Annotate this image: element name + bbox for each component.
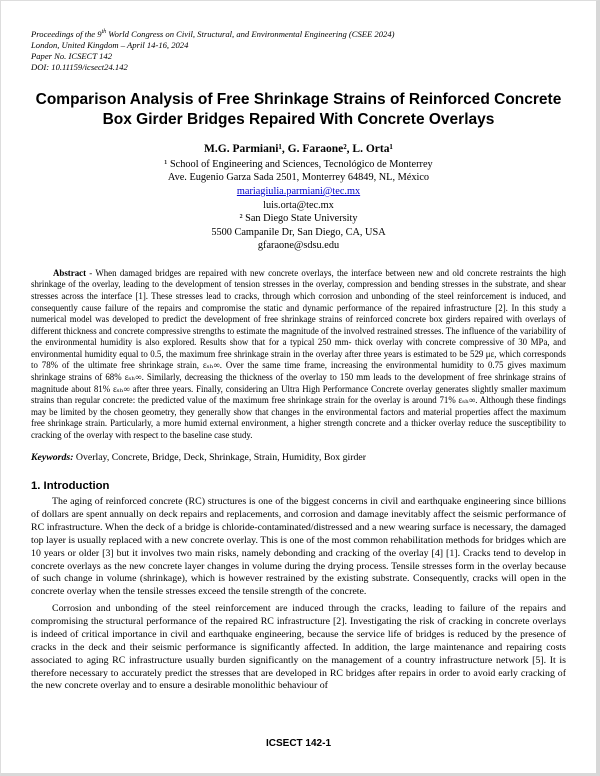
paper-title: Comparison Analysis of Free Shrinkage Strains of Reinforced Concrete Box Girder Bridges Repaired With Concrete Overlays <box>35 90 562 129</box>
authors-line: M.G. Parmiani¹, G. Faraone², L. Orta¹ <box>204 142 393 155</box>
email-faraone: gfaraone@sdsu.edu <box>257 240 340 252</box>
affiliation-1-address: Ave. Eugenio Garza Sada 2501, Monterrey 64849, NL, México <box>167 172 430 184</box>
proceedings-title-post: World Congress on Civil, Structural, and Environmental Engineering (CSEE 2024) <box>106 28 395 39</box>
proceedings-line <box>31 27 566 40</box>
proceedings-title-pre: Proceedings of the 9 <box>31 28 102 39</box>
doi-line: DOI: 10.11159/icsect24.142 <box>31 61 128 72</box>
affiliation-2-address: 5500 Campanile Dr, San Diego, CA, USA <box>211 226 386 238</box>
keywords-list: Overlay, Concrete, Bridge, Deck, Shrinkage, Strain, Humidity, Box girder <box>73 452 367 464</box>
page-content <box>1 1 596 693</box>
keywords-label: Keywords: <box>31 452 74 464</box>
section-heading-introduction: 1. Introduction <box>31 480 110 493</box>
page-footer: ICSECT 142-1 <box>265 738 332 749</box>
affiliation-1: ¹ School of Engineering and Sciences, Tecnológico de Monterrey <box>164 158 433 170</box>
proceedings-header <box>31 27 566 73</box>
conference-location-date: London, United Kingdom – April 14-16, 2024 <box>31 39 189 50</box>
abstract-paragraph <box>31 268 566 442</box>
ordinal-superscript: th <box>101 29 107 35</box>
email-link-parmiani[interactable]: mariagiulia.parmiani@tec.mx <box>236 185 361 197</box>
paper-number: Paper No. ICSECT 142 <box>31 50 113 61</box>
abstract-label: Abstract <box>53 267 87 278</box>
intro-paragraph-2: Corrosion and unbonding of the steel reinforcement are induced through the cracks, leading to failure of the repairs and compromising the structural performance of the repaired RC infrastructure [2]. Investigating the risk of cracking in concrete overlays is indeed of critical importance in civil and earthquake engineering, because the service life of bridges is reduced by the presence of cracks in the deck and their seismic performance is significantly affected. In addition, the large maintenance and repairing costs associated to aging RC infrastructure usually burden significantly on the management of a country infrastructure network [5]. It is therefore necessary to accurately predict the stresses that are developed in RC bridges after repairs in order to avoid early cracking of the new concrete overlay and to ensure a desirable monolithic behaviour of <box>31 603 566 692</box>
abstract-text: - When damaged bridges are repaired with new concrete overlays, the interface between new and old concrete restraints the high shrinkage of the overlay, leading to the development of tension stresses in the overlay, compression and bending stresses in the substrate, and shear stresses across the interface [1]. These stresses lead to cracks, through which corrosion and unbonding of the steel reinforcement is induced, and consequently cause failure of the repairs and compromise the static and dynamic performance of the repaired infrastructure [2]. In this study a numerical model was developed to predict the development of free shrinkage strains of reinforced concrete box girders repaired with overlays of different thickness and concrete compressive strengths to estimate the magnitude of the involved restrained stresses. The influence of the variability of the environmental humidity is also explored. Results show that for a typical 250 mm- thick overlay with concrete compressive of 30 MPa, and environmental humidity equal to 0.5, the maximum free shrinkage strain in the overlay after three years is estimated to be 529 με, which corresponds to 78% of the ultimate free shrinkage strain, εₛₕ∞. Over the same time frame, increasing the environmental humidity to 0.75 gives maximum shrinkage strains of 68% εₛₕ∞. Similarly, decreasing the thickness of the overlay to 150 mm leads to the development of free shrinkage strains of magnitude about 81% εₛₕ∞ after three years. Finally, considering an Ultra High Performance Concrete overlay generates slightly smaller maximum strains than regular concrete: the predicted value of the maximum free shrinkage strain for the overlay is around 71% εₛₕ∞. Although these findings may be limited by the chosen geometry, they generally show that changes in the environmental factors and material properties affect the maximum free shrinkage strain. Particularly, a more humid external environment, a higher strength concrete and a thicker overlay reduce the susceptibility to cracking of the overlay with respect to the baseline case study. <box>31 267 566 440</box>
affiliation-2: ² San Diego State University <box>239 213 358 225</box>
affiliations-block <box>31 158 566 253</box>
email-orta: luis.orta@tec.mx <box>263 199 334 211</box>
intro-paragraph-1: The aging of reinforced concrete (RC) structures is one of the biggest concerns in civil and earthquake engineering since billions of dollars are spent annually on deck repairs and replacements, and corrosion and damage inevitably affect the seismic performance of RC infrastructure. When the deck of a bridge is chloride-contaminated/distressed and a new wearing surface is necessary, the damaged top layer is usually replaced with a new concrete overlay. This is one of the most common rehabilitation methods for bridges which are 10 years or older [3] but it involves two main risks, namely debonding and cracking of the overlay [4] [1]. Cracks tend to develop in concrete overlays as the new concrete layer changes in volume during the drying process. Tensile stresses form in the overlay because of such change in volume (shrinkage), which is however restrained by the existing substrate. Consequently, cracks will open in the concrete overlay when the tensile stresses exceed the tensile strength of the concrete. <box>31 496 566 598</box>
email-row <box>31 185 566 199</box>
keywords-line <box>31 452 566 465</box>
